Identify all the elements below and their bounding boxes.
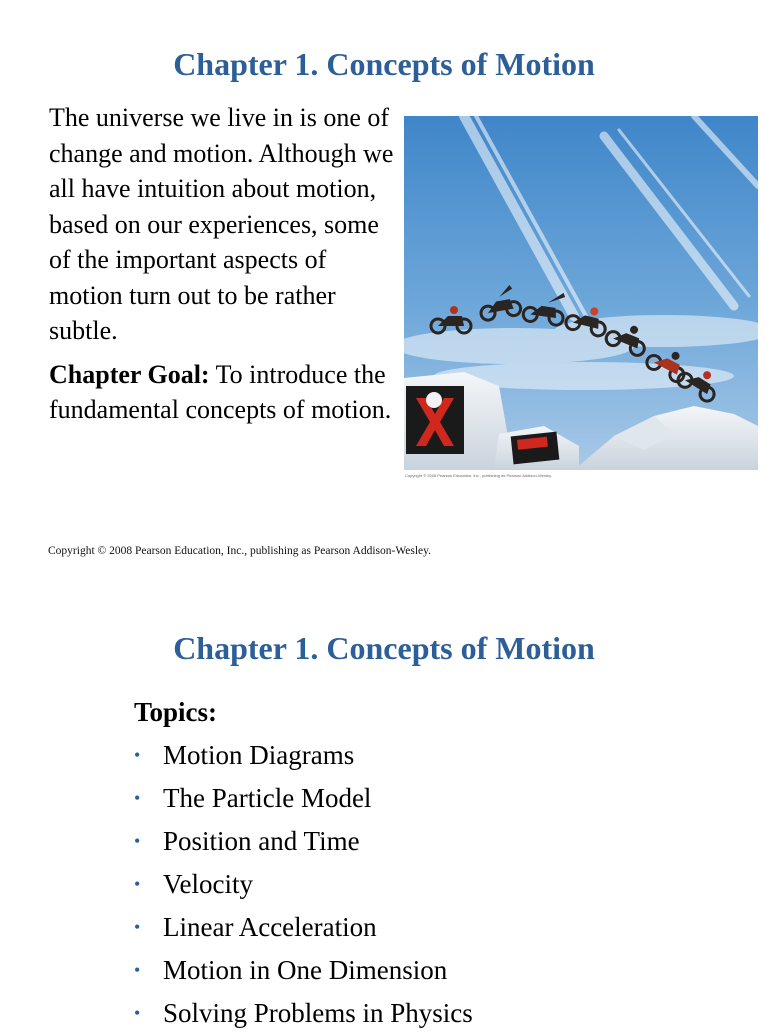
chapter-goal-label: Chapter Goal:	[49, 359, 210, 389]
topics-section	[134, 694, 694, 1035]
sponsor-banner	[511, 432, 560, 465]
slide-1-title: Chapter 1. Concepts of Motion	[173, 46, 595, 82]
topic-label: Motion Diagrams	[163, 740, 355, 770]
copyright-notice: Copyright © 2008 Pearson Education, Inc., publishing as Pearson Addison-Wesley.	[48, 545, 432, 557]
motocross-photo	[404, 116, 758, 470]
topic-label: Solving Problems in Physics	[163, 998, 473, 1028]
x-games-banner	[406, 386, 464, 454]
topic-label: Velocity	[163, 869, 253, 899]
topic-item	[134, 863, 694, 906]
intro-paragraph: The universe we live in is one of change and motion. Although we all have intuition about motion, based on our experiences, some of the important aspects of motion turn out to be rather subtle.	[49, 103, 394, 345]
chapter-goal-paragraph	[49, 357, 401, 428]
motocross-jump-image	[404, 116, 758, 470]
topic-item	[134, 734, 694, 777]
photo-credit: Copyright © 2008 Pearson Education, Inc., publishing as Pearson Addison-Wesley.	[405, 473, 552, 478]
topics-list	[134, 734, 694, 1035]
topic-item	[134, 949, 694, 992]
topic-item	[134, 820, 694, 863]
slide-2-title: Chapter 1. Concepts of Motion	[173, 630, 595, 666]
bullet-icon: •	[134, 960, 141, 980]
bullet-icon: •	[134, 788, 141, 808]
chapter-goal-text: To introduce the fundamental concepts of motion.	[49, 359, 392, 424]
topic-label: The Particle Model	[163, 783, 372, 813]
bullet-icon: •	[134, 1003, 141, 1023]
slide-2	[0, 590, 768, 1028]
bullet-icon: •	[134, 874, 141, 894]
slide-1-body	[49, 100, 401, 428]
topic-label: Position and Time	[163, 826, 360, 856]
bullet-icon: •	[134, 745, 141, 765]
topic-item	[134, 777, 694, 820]
bullet-icon: •	[134, 917, 141, 937]
topic-item	[134, 992, 694, 1035]
topics-label: Topics:	[134, 697, 218, 727]
bullet-icon: •	[134, 831, 141, 851]
topic-item	[134, 906, 694, 949]
topic-label: Motion in One Dimension	[163, 955, 448, 985]
topic-label: Linear Acceleration	[163, 912, 377, 942]
